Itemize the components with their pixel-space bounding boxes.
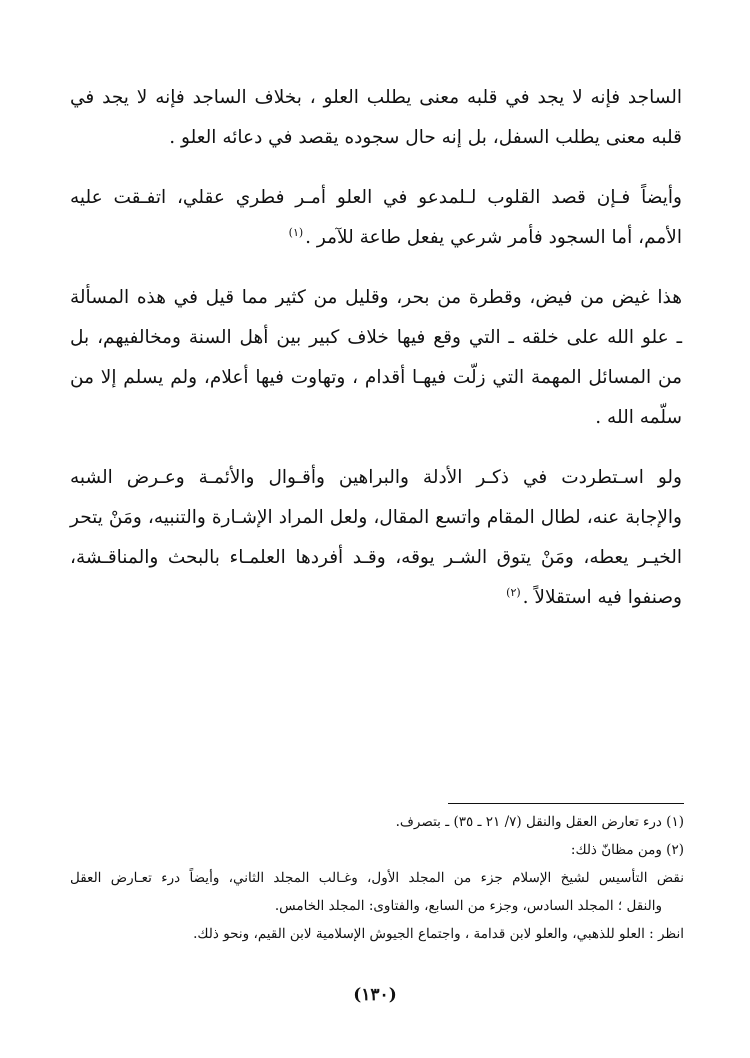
footnote-2-line: والنقل ؛ المجلد السادس، وجزء من السابع، والفتاوى: المجلد الخامس. — [274, 898, 662, 914]
text-line: سلّمه الله . — [595, 407, 682, 428]
text-line-content: الأمم، أما السجود فأمر شرعي يفعل طاعة للآمر . — [305, 227, 682, 248]
text-line-content: وصنفوا فيه استقلالاً . — [522, 587, 682, 608]
footnote-ref-1[interactable]: (١) — [288, 225, 304, 239]
footnote-1: (١) درء تعارض العقل والنقل (٧/ ٢١ ـ ٣٥) ـ بتصرف. — [395, 814, 684, 830]
footnotes — [70, 808, 684, 948]
main-text — [70, 78, 682, 638]
text-line: من المسائل المهمة التي زلّت فيهـا أقدام ، وتهاوت فيها أعلام، ولم يسلم إلا من — [70, 367, 682, 388]
text-line: ولو اسـتطردت في ذكـر الأدلة والبراهين وأقـوال والأئمـة وعـرض الشبه — [70, 467, 682, 488]
text-line — [70, 578, 682, 618]
paragraph-4 — [70, 458, 682, 618]
text-line: قلبه معنى يطلب السفل، بل إنه حال سجوده يقصد في دعائه العلو . — [169, 127, 682, 148]
paragraph-2 — [70, 178, 682, 258]
footnote-ref-2[interactable]: (٢) — [506, 585, 521, 599]
text-line: وأيضاً فـإن قصد القلوب لـلمدعو في العلو أمـر فطري عقلي، اتفـقت عليه — [70, 187, 682, 208]
text-line: هذا غيض من فيض، وقطرة من بحر، وقليل من كثير مما قيل في هذه المسألة — [70, 287, 682, 308]
footnote-2-line: نقض التأسيس لشيخ الإسلام جزء من المجلد الأول، وغـالب المجلد الثاني، وأيضاً درء تعـارض العقل — [70, 870, 684, 886]
footnote-2-line: انظر : العلو للذهبي، والعلو لابن قدامة ، واجتماع الجيوش الإسلامية لابن القيم، ونحو ذلك. — [193, 926, 684, 942]
text-line: والإجابة عنه، لطال المقام واتسع المقال، ولعل المراد الإشـارة والتنبيه، ومَنْ يتحر — [70, 507, 682, 528]
footnote-2: (٢) ومن مظانّ ذلك: — [570, 842, 684, 858]
text-line: الخيـر يعطه، ومَنْ يتوق الشـر يوقه، وقـد أفردها العلمـاء بالبحث والمناقـشة، — [70, 547, 682, 568]
text-line — [70, 218, 682, 258]
paragraph-3 — [70, 278, 682, 438]
text-line: الساجد فإنه لا يجد في قلبه معنى يطلب العلو ، بخلاف الساجد فإنه لا يجد في — [70, 87, 682, 108]
footnote-divider — [448, 803, 684, 804]
page-number: (١٣٠) — [353, 985, 397, 1005]
paragraph-1 — [70, 78, 682, 158]
text-line: ـ علو الله على خلقه ـ التي وقع فيها خلاف كبير بين أهل السنة ومخالفيهم، بل — [70, 327, 682, 348]
